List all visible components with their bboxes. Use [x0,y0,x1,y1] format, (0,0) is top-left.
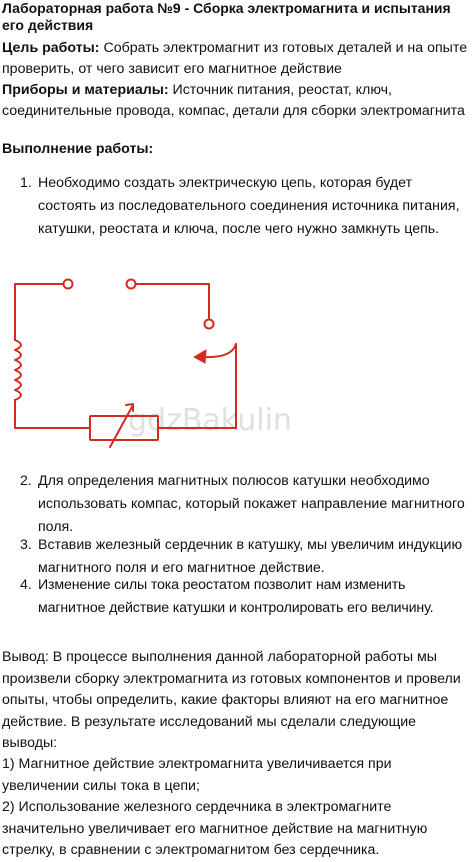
procedure-heading: Выполнение работы: [2,141,154,157]
conclusion-item-1: 1) Магнитное действие электромагнита увеличивается при увеличении силы тока в цепи; [2,756,392,794]
goal-text: Собрать электромагнит из готовых деталей и на опыте проверить, от чего зависит его магнитное действие [2,40,468,77]
conclusion-item-2: 2) Использование железного сердечника в электромагните значительно увеличивает его магнитное действие на магнитную стрелку, в сравнении с электромагнитом без сердечника. [2,799,428,858]
wire-left-bottom [15,400,90,428]
step-number: 1. [20,175,32,191]
page-title: Лабораторная работа №9 - Сборка электромагнита и испытания его действия [2,0,451,33]
goal-paragraph [2,38,472,80]
conclusion-paragraph: Вывод: В процессе выполнения данной лабораторной работы мы произвели сборку электромагнита из готовых компонентов и провели опыты, чтобы определить, какие факторы влияют на его магнитное действие. В результате исследований мы сделали следующие выводы: [2,649,461,751]
step-text: Изменение силы тока реостатом позволит нам изменить магнитное действие катушки и контролировать его величину. [38,577,434,616]
step-text: Вставив железный сердечник в катушку, мы увеличим индукцию магнитного поля и его магнитное действие. [38,537,463,576]
materials-paragraph [2,80,472,122]
switch-terminal-icon [205,320,214,329]
wire-top-left [15,284,64,340]
circuit-watermark [128,403,292,438]
terminal-right-icon [127,280,136,289]
watermark-text: gdzBakulin [128,403,292,438]
step-number: 3. [20,537,32,553]
step-number: 2. [20,473,32,489]
terminal-left-icon [64,280,73,289]
switch-arrowhead-icon [194,350,206,363]
coil-icon [15,340,21,400]
wire-top-right [136,284,209,319]
switch-lever-icon [204,344,236,357]
step-text: Для определения магнитных полюсов катушки необходимо использовать компас, который покажет направление магнитного поля. [38,473,465,535]
goal-label: Цель работы: [2,40,100,56]
circuit-diagram [0,262,474,462]
materials-label: Приборы и материалы: [2,82,169,98]
step-number: 4. [20,577,32,593]
materials-text: Источник питания, реостат, ключ, соединительные провода, компас, детали для сборки электромагнита [2,82,465,119]
step-text: Необходимо создать электрическую цепь, которая будет состоять из последовательного соединения источника питания, катушки, реостата и ключа, после чего нужно замкнуть цепь. [38,175,460,237]
